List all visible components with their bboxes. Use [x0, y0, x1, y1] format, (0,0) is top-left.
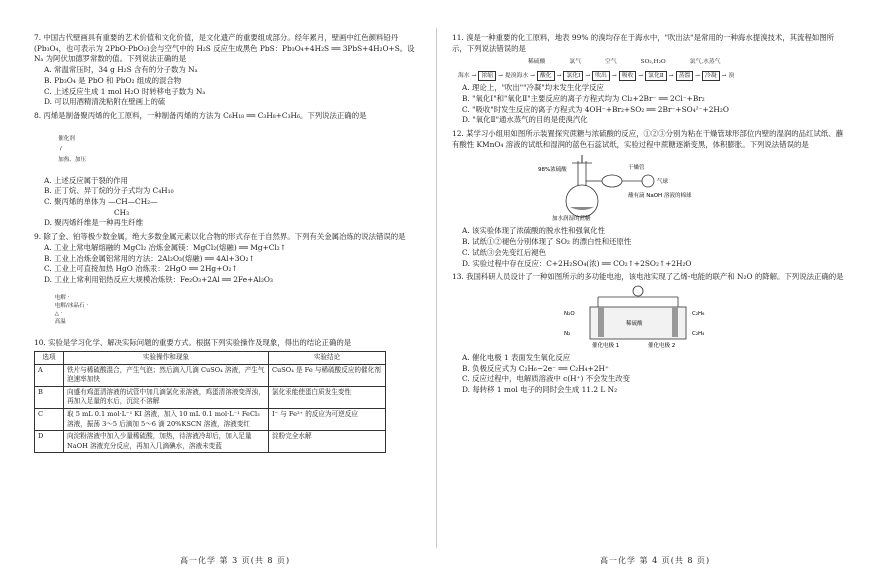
q9-cond-a: 电解 — [54, 295, 66, 301]
flow-label: 空气 — [605, 59, 617, 66]
table-cell: 向盛有鸡蛋清溶液的试管中加几滴氯化汞溶液，鸡蛋清溶液变浑浊，再加入足量的水后，沉淀不溶解 — [64, 386, 269, 408]
q12-option-a: A. 该实验体现了浓硫酸的脱水性和强氧化性 — [462, 226, 606, 236]
table-cell: 铁片与稀硫酸混合，产生气泡；然后滴入几滴 CuSO₄ 溶液，产生气泡速率加快 — [64, 364, 269, 386]
q12-option-c: C. 试纸③会先变红后褪色 — [462, 247, 546, 257]
q9-cond-b-top: 电解 — [54, 303, 66, 310]
flow-node: 冷凝 — [702, 71, 720, 81]
table-cell: 向淀粉溶液中加入少量稀硫酸，加热，待溶液冷却后，加入足量 NaOH 溶液充分反应，再加入几滴碘水，溶液未变蓝 — [64, 431, 269, 453]
q7-option-d: D. 可以用酒精清洗粘附在壁画上的硫 — [44, 97, 166, 107]
q11-flow-chart: 海水 → 浓缩 → 提溴海水 → 酸化 → 氯化Ⅰ → 吹出 → 吸收 → 氯化Ⅱ → 蒸馏 → 冷凝 → 溴 — [458, 71, 844, 81]
q12-label-balloon: 气球 — [657, 178, 669, 185]
q12-stem: 12. 某学习小组用如图所示装置探究蔗糖与浓硫酸的反应，①②③分别为粘在干燥管球形部位内壁的湿润的品红试纸、蘸有酸性 KMnO₄ 溶液的试纸和湿润的蓝色石蕊试纸，实验过程中蔗糖逐渐变黑，体积膨胀。下列说法错误的是 — [452, 129, 844, 149]
flow-node: 蒸馏 — [676, 71, 694, 81]
q13-label-electrode-2: 催化电极 2 — [648, 343, 676, 350]
question-10 — [34, 338, 426, 454]
table-cell: C — [35, 409, 64, 431]
table-header-cell: 实验操作和现象 — [64, 352, 269, 365]
flow-label: 氯气,水蒸气 — [689, 59, 721, 66]
question-13 — [452, 272, 844, 395]
table-cell: CuSO₄ 是 Fe 与稀硫酸反应的催化剂 — [269, 364, 386, 386]
q8-option-c: C. 聚丙烯的单体为 —CH—CH₂— — [44, 197, 158, 207]
q9-cond-c: △ — [54, 311, 59, 318]
q11-flow-labels — [458, 58, 844, 66]
q10-table — [34, 351, 386, 453]
electrode-2-icon — [672, 307, 678, 337]
question-7 — [34, 33, 426, 108]
q12-label-sucrose: 加水润湿的蔗糖 — [552, 215, 591, 222]
flow-node: 酸化 — [537, 71, 555, 81]
q8-stem: 8. 丙烯是制备聚丙烯的化工原料，一种制备丙烯的方法为 C₆H₁₈ ══ C₃H₈+C₃H₆。下列说法正确的是 — [34, 111, 367, 121]
left-page — [34, 30, 426, 453]
q13-label-acid: 稀硫酸 — [626, 321, 643, 328]
table-cell: B — [35, 386, 64, 408]
drying-tube-icon — [586, 175, 654, 187]
question-8 — [34, 111, 426, 229]
q8-option-b: B. 正丁烷、异丁烷的分子式均为 C₄H₁₀ — [44, 186, 174, 196]
q11-option-c: C. "吸收"时发生反应的离子方程式为 4OH⁻+Br₂+SO₂ ══ 2Br⁻+SO₄²⁻+2H₂O — [462, 104, 729, 114]
q9-cond-b-bottom: 冰晶石 — [67, 303, 85, 310]
q9-option-c: C. 工业上可直接加热 HgO 冶炼汞：2HgO ══ 2Hg+O₂↑ — [44, 264, 238, 274]
table-cell: I⁻ 与 Fe³⁺ 的反应为可逆反应 — [269, 409, 386, 431]
flow-node: 海水 — [458, 72, 470, 79]
q11-option-d: D. "氧化Ⅱ"通水蒸气的目的是使溴汽化 — [462, 115, 588, 125]
q11-stem: 11. 溴是一种重要的化工原料，地表 99% 的溴均存在于海水中，"吹出法"是常用的一种海水提溴技术，其流程如图所示，下列说法错误的是 — [452, 33, 835, 53]
page-divider — [436, 28, 437, 548]
flask-icon — [566, 155, 598, 217]
q13-option-d: D. 每转移 1 mol 电子的同时会生成 11.2 L N₂ — [462, 385, 618, 394]
table-row — [35, 386, 386, 408]
table-header-cell: 实验结论 — [269, 352, 386, 365]
q13-cell-diagram — [452, 283, 844, 349]
q8-condition-bottom: 加热、加压 — [58, 157, 87, 164]
q13-option-b: B. 负极反应式为 C₂H₆−2e⁻ ══ C₂H₄+2H⁺ — [462, 363, 609, 373]
q12-option-d: D. 实验过程中存在反应：C+2H₂SO₄(浓) ══ CO₂↑+2SO₂↑+2H₂O — [462, 258, 692, 268]
q13-label-n2o: N₂O — [564, 311, 575, 318]
q7-option-c: C. 上述反应生成 1 mol H₂O 时转移电子数为 Nₐ — [44, 86, 206, 96]
q7-option-a: A. 常温常压时，34 g H₂S 含有的分子数为 Nₐ — [44, 65, 198, 75]
q13-option-c: C. 反应过程中，电解质溶液中 c(H⁺) 不会发生改变 — [462, 374, 631, 384]
table-cell: 淀粉完全水解 — [269, 431, 386, 453]
q13-label-electrode-1: 催化电极 1 — [592, 343, 620, 350]
question-11 — [452, 33, 844, 126]
table-header-row — [35, 352, 386, 365]
table-cell: A — [35, 364, 64, 386]
q11-option-a: A. 理论上，"吹出""冷凝"均未发生化学反应 — [462, 83, 604, 93]
flow-node: 氯化Ⅰ — [563, 71, 583, 81]
left-footer: 高一化学 第 3 页(共 8 页) — [180, 556, 291, 565]
flow-node: 浓缩 — [478, 71, 496, 81]
electrode-1-icon — [598, 307, 604, 337]
q13-stem: 13. 我国科研人员设计了一种如图所示的多功能电池，该电池实现了乙烯-电能的联产和 N₂O 的降解。下列说法正确的是 — [452, 272, 844, 282]
q8-monomer-branch: CH₃ — [114, 207, 130, 217]
flow-node: 溴 — [728, 72, 735, 79]
flow-label: SO₂,H₂O — [640, 59, 666, 66]
table-cell: D — [35, 431, 64, 453]
flow-node: 提溴海水 — [504, 72, 529, 79]
q9-conditions: 电解 · 电解/冰晶石 · △ · 高温 — [54, 295, 89, 326]
q9-option-a: A. 工业上常电解熔融的 MgCl₂ 冶炼金属镁：MgCl₂(熔融) ══ Mg+Cl₂↑ — [44, 242, 286, 252]
table-cell: 取 5 mL 0.1 mol·L⁻¹ KI 溶液，加入 10 mL 0.1 mol·L⁻¹ FeCl₃ 溶液，振荡 3～5 后滴加 5～6 滴 20%KSCN 溶液，溶液变红 — [64, 409, 269, 431]
q8-option-d: D. 聚丙烯纤维是一种再生纤维 — [44, 218, 144, 228]
q9-cond-d: 高温 — [54, 319, 66, 326]
question-9 — [34, 232, 426, 334]
q12-label-acid: 98%浓硫酸 — [538, 166, 567, 173]
flow-node: 吸收 — [619, 71, 637, 81]
q7-stem: 7. 中国古代壁画具有重要的艺术价值和文化价值，是文化遗产的重要组成部分。经年累月，壁画中红色颜料铅丹(Pb₃O₄，也可表示为 2PbO·PbO₂)会与空气中的 H₂S 反应生成黑色 PbS：Pb₃O₄+4H₂S ══ 3PbS+4H₂O+S。设 Nₐ 为阿伏加德罗常数的值。下列说法正确的是 — [34, 33, 417, 64]
q8-condition: 催化剂 / 加热、加压 — [58, 135, 87, 164]
q13-label-c2h4: C₂H₄ — [692, 331, 705, 338]
flow-node: 吹出 — [592, 71, 610, 81]
q12-label-drying-tube: 干燥管 — [628, 164, 645, 171]
question-12 — [452, 129, 844, 269]
table-row — [35, 364, 386, 386]
table-row — [35, 409, 386, 431]
lightbulb-icon — [598, 286, 678, 307]
right-page — [452, 30, 844, 396]
q12-apparatus-diagram — [452, 151, 844, 223]
right-footer: 高一化学 第 4 页(共 8 页) — [600, 556, 711, 565]
q11-option-b: B. "氧化Ⅰ"和"氧化Ⅱ"主要反应的离子方程式均为 Cl₂+2Br⁻ ══ 2Cl⁻+Br₂ — [462, 93, 705, 103]
flow-label: 氯气 — [569, 59, 582, 66]
flow-label: 稀硫酸 — [528, 59, 546, 66]
flow-node: 氯化Ⅱ — [645, 71, 667, 81]
q7-option-b: B. Pb₃O₄ 是 PbO 和 PbO₂ 组成的混合物 — [44, 75, 182, 85]
table-row — [35, 431, 386, 453]
q12-label-cotton: 蘸有滴 NaOH 溶液的棉球 — [628, 192, 692, 199]
q9-option-b: B. 工业上冶炼金属铝常用的方法：2Al₂O₃(熔融) ══ 4Al+3O₂↑ — [44, 253, 255, 263]
table-cell: 氯化汞能使蛋白质发生变性 — [269, 386, 386, 408]
q12-option-b: B. 试纸①②褪色分别体现了 SO₂ 的漂白性和还原性 — [462, 237, 632, 247]
q9-stem: 9. 除了金、铂等极少数金属，绝大多数金属元素以化合物的形式存在于自然界。下列有关金属冶炼的说法错误的是 — [34, 232, 406, 242]
q13-label-c2h6: C₂H₆ — [692, 311, 705, 318]
q13-option-a: A. 催化电极 1 表面发生氧化反应 — [462, 352, 571, 362]
q8-condition-top: 催化剂 — [58, 135, 75, 142]
table-header-cell: 选项 — [35, 352, 64, 365]
q8-option-a: A. 上述反应属于裂的作用 — [44, 175, 128, 185]
q13-label-n2: N₂ — [564, 331, 571, 338]
q10-stem: 10. 实验是学习化学、解决实际问题的重要方式。根据下列实验操作及现象，得出的结论正确的是 — [34, 337, 352, 347]
q9-option-d: D. 工业上常利用铝热反应大规模冶炼铁：Fe₂O₃+2Al ══ 2Fe+Al₂O₃ — [44, 275, 273, 285]
